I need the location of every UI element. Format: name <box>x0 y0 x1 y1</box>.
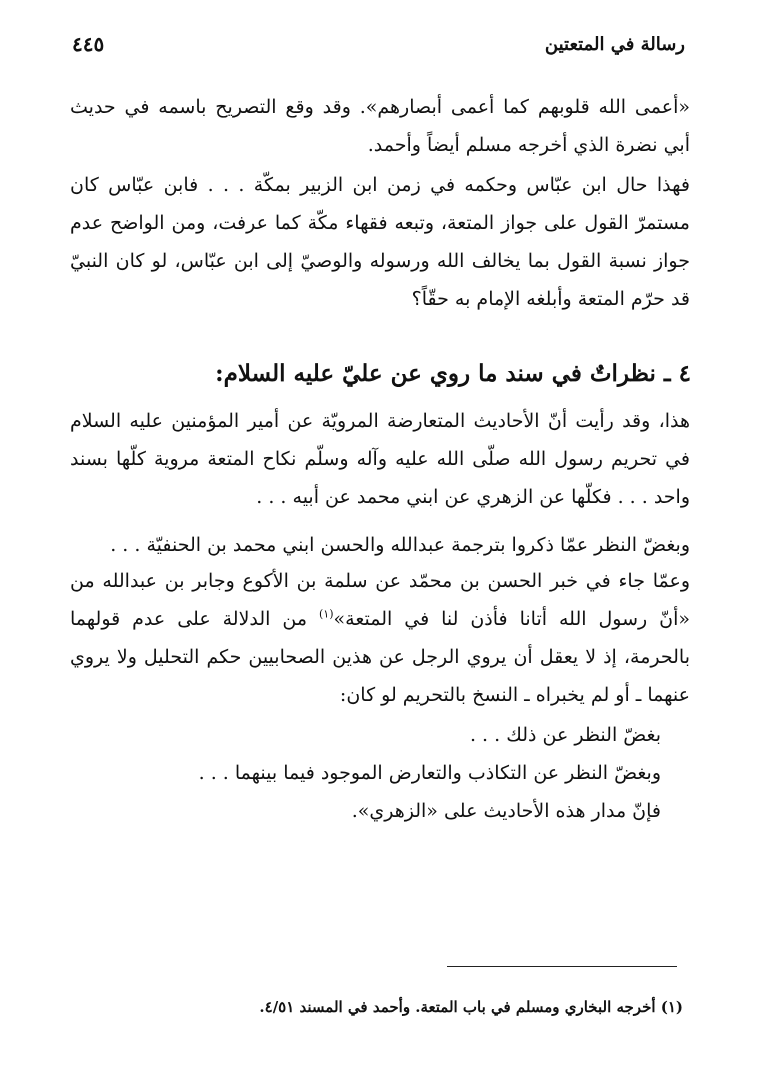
paragraph-5 <box>70 562 690 714</box>
point-line-3: فإنّ مدار هذه الأحاديث على «الزهري». <box>351 800 661 822</box>
running-header <box>0 28 761 68</box>
footnote-separator <box>447 966 677 967</box>
point-line-2: وبغضّ النظر عن التكاذب والتعارض الموجود فيما بينهما . . . <box>198 762 661 784</box>
footnote-marker[interactable]: (١) <box>319 607 334 621</box>
section-heading: ٤ ـ نظراتٌ في سند ما روي عن عليّ عليه السلام: <box>215 360 691 387</box>
point-line-1: بغضّ النظر عن ذلك . . . <box>469 724 661 746</box>
paragraph-5-part-1: وعمّا جاء في خبر الحسن بن محمّد عن سلمة بن الأكوع وجابر بن عبدالله من «أنّ رسول الله أتانا فأذن لنا في المتعة» <box>70 570 690 630</box>
footnote: (١) أخرجه البخاري ومسلم في باب المتعة. وأحمد في المسند ٤/٥١. <box>259 998 683 1016</box>
paragraph-2: فهذا حال ابن عبّاس وحكمه في زمن ابن الزبير بمكّة . . . فابن عبّاس كان مستمرّ القول على جواز المتعة، وتبعه فقهاء مكّة كما عرفت، ومن الواضح عدم جواز نسبة القول بما يخالف الله ورسوله والوصيّ إلى ابن عبّاس، لو كان النبيّ قد حرّم المتعة وأبلغه الإمام به حقّاً؟ <box>70 174 690 310</box>
paragraph-3: هذا، وقد رأيت أنّ الأحاديث المتعارضة المرويّة عن أمير المؤمنين عليه السلام في تحريم رسول الله صلّى الله عليه وآله وسلّم نكاح المتعة مروية كلّها بسند واحد . . . فكلّها عن الزهري عن ابني محمد عن أبيه . . . <box>70 410 690 508</box>
paragraph-1: «أعمى الله قلوبهم كما أعمى أبصارهم». وقد وقع التصريح باسمه في حديث أبي نضرة الذي أخرجه مسلم أيضاً وأحمد. <box>70 96 690 156</box>
paragraph-5-part-2: من الدلالة على عدم قولهما بالحرمة، إذ لا يعقل أن يروي الرجل عن هذين الصحابيين حكم التحليل ولا يروي عنهما ـ أو لم يخبراه ـ النسخ بالتحريم لو كان: <box>70 608 690 706</box>
paragraph-4: وبغضّ النظر عمّا ذكروا بترجمة عبدالله والحسن ابني محمد بن الحنفيّة . . . <box>110 534 690 556</box>
running-title: رسالة في المتعتين <box>544 34 685 55</box>
page-number: ٤٤٥ <box>72 32 105 56</box>
